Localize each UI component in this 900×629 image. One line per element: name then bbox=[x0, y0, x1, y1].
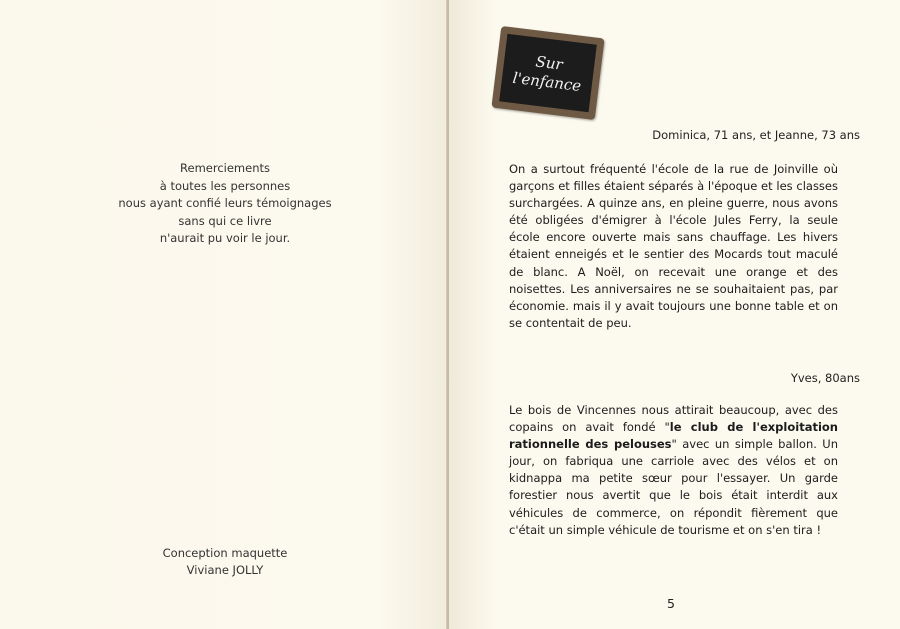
testimony-attribution: Dominica, 71 ans, et Jeanne, 73 ans bbox=[652, 128, 860, 142]
page-number: 5 bbox=[667, 596, 675, 611]
chalkboard-title-line: l'enfance bbox=[511, 68, 583, 96]
club-name: le club de l'exploitation rationnelle des pelouses bbox=[509, 420, 838, 452]
testimony-text bbox=[509, 402, 838, 539]
left-page bbox=[0, 0, 447, 629]
thanks-line: à toutes les personnes bbox=[159, 178, 291, 193]
acknowledgements bbox=[110, 160, 340, 248]
testimony-text: On a surtout fréquenté l'école de la rue de Joinville où garçons et filles étaient séparés à l'époque et les classes surchargées. A quinze ans, en pleine guerre, nous avons été obligées d'émigrer à l'école Jules Ferry, la seule école encore ouverte mais sans chauffage. Les hivers étaient enneigés et le sentier des Mocards tout maculé de blanc. A Noël, on recevait une orange et des noisettes. Les anniversaires ne se souhaitaient pas, par économie. mais il y avait toujours une bonne table et on se contentait de peu. bbox=[509, 162, 838, 330]
chalkboard-title-line: Sur bbox=[534, 52, 564, 74]
testimony-text-part: Le bois de Vincennes nous attirait beaucoup, avec des copains on avait fondé " bbox=[509, 403, 838, 435]
credits-line: Conception maquette bbox=[162, 546, 288, 560]
credits-line: Viviane JOLLY bbox=[186, 563, 264, 577]
testimony-attribution: Yves, 80ans bbox=[790, 371, 860, 385]
layout-credits bbox=[110, 545, 340, 579]
chalkboard-surface bbox=[499, 34, 597, 112]
chalkboard-title bbox=[491, 26, 604, 120]
testimony-text-part: " avec un simple ballon. Un jour, on fabriqua une carriole avec des vélos et on kidnappa ma petite sœur pour l'essayer. Un garde forestier nous avertit que le bois était interdit aux véhicules de commerce, on répondit fièrement que c'était un simple véhicule de tourisme et on s'en tira ! bbox=[509, 437, 838, 537]
thanks-line: nous ayant confié leurs témoignages bbox=[118, 196, 332, 210]
thanks-line: sans qui ce livre bbox=[178, 213, 272, 228]
thanks-line: Remerciements bbox=[180, 161, 270, 175]
thanks-line: n'aurait pu voir le jour. bbox=[159, 231, 291, 245]
